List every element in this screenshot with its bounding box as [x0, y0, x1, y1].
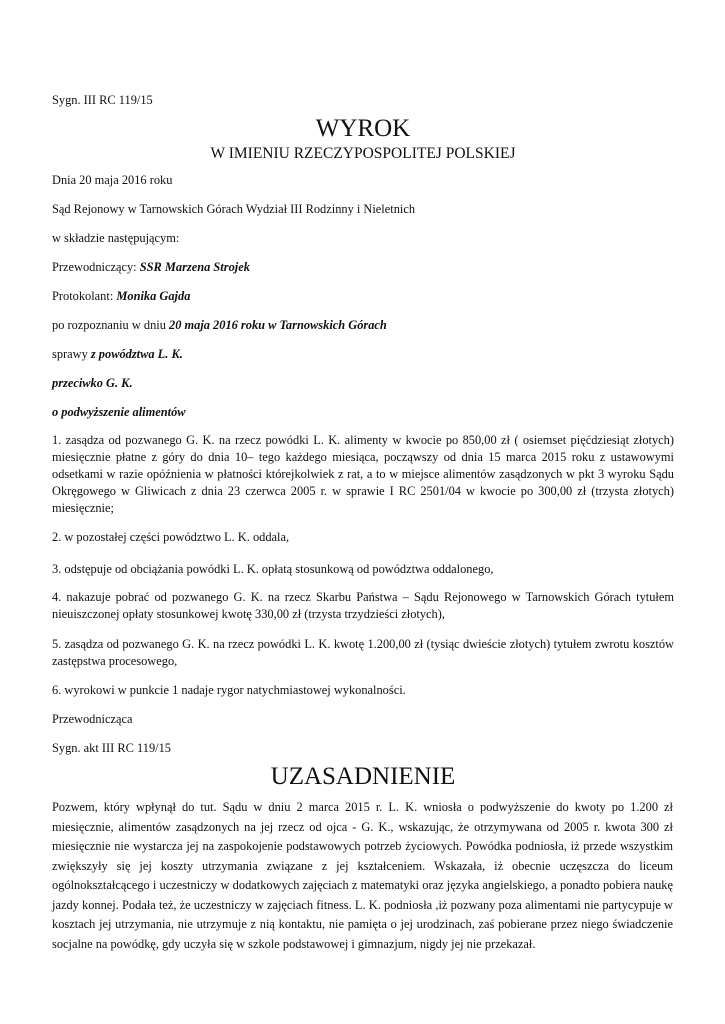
case-line [52, 346, 183, 362]
ruling-item-6: 6. wyrokowi w punkcie 1 nadaje rygor natychmiastowej wykonalności. [52, 683, 406, 697]
justification-title: UZASADNIENIE [270, 763, 456, 790]
hearing-label: po rozpoznaniu w dniu [52, 318, 169, 332]
case-value: z powództwa L. K. [90, 347, 183, 361]
ruling-item-2: 2. w pozostałej części powództwo L. K. oddala, [52, 530, 290, 544]
hearing-line [52, 317, 387, 333]
ruling-item-5: 5. zasądza od pozwanego G. K. na rzecz powódki L. K. kwotę 1.200,00 zł (tysiąc dwieście złotych) tytułem zwrotu kosztów zastępstwa procesowego, [52, 637, 674, 668]
judgment-subtitle: W IMIENIU RZECZYPOSPOLITEJ POLSKIEJ [210, 145, 516, 162]
case-signature: Sygn. III RC 119/15 [52, 93, 153, 107]
ruling-item-4: 4. nakazuje pobrać od pozwanego G. K. na rzecz Skarbu Państwa – Sądu Rejonowego w Tarnowskich Górach tytułem nieuiszczonej opłaty stosunkowej kwotę 330,00 zł (trzysta trzydzieści złotych), [52, 590, 674, 621]
judgment-date: Dnia 20 maja 2016 roku [52, 173, 173, 187]
ruling-item-1: 1. zasądza od pozwanego G. K. na rzecz powódki L. K. alimenty w kwocie po 850,00 zł ( osiemset pięćdziesiąt złotych) miesięcznie płatne z góry do dnia 10– tego każdego miesiąca, począwszy od dnia 15 marca 2015 roku z ustawowymi odsetkami w razie opóźnienia w płatności którejkolwiek z rat, a to w miejsce alimentów zasądzonych w pkt 3 wyroku Sądu Okręgowego w Gliwicach z dnia 23 czerwca 2005 r. w sprawie I RC 2501/04 w kwocie po 300,00 zł (trzysta złotych) miesięcznie; [52, 433, 674, 515]
judgment-title: WYROK [315, 115, 411, 142]
chair-line [52, 259, 250, 275]
justification-text: Pozwem, który wpłynął do tut. Sądu w dniu 2 marca 2015 r. L. K. wniosła o podwyższenie do kwoty po 1.200 zł miesięcznie, alimentów zasądzonych na jej rzecz od ojca - G. K., wskazując, że otrzymywana od 2005 r. kwota 300 zł miesięcznie nie wystarcza jej na zaspokojenie podstawowych potrzeb życiowych. Powódka podniosła, iż przede wszystkim zwiększyły się jej koszty utrzymania związane z jej kształceniem. Wskazała, iż obecnie uczęszcza do liceum ogólnokształcącego i uczestniczy w dodatkowych zajęciach z matematyki oraz języka angielskiego, a ponadto pobiera naukę jazdy konnej. Podała też, że uczestniczy w zajęciach fitness. L. K. podniosła ,iż pozwany poza alimentami nie partycypuje w kosztach jej utrzymania, nie utrzymuje z nią kontaktu, nie pamięta o jej urodzinach, zaś pobierane przez niego świadczenie socjalne na powódkę, gdy uczyła się w szkole podstawowej i gimnazjum, nigdy jej nie przekazał. [52, 800, 673, 951]
clerk-label: Protokolant: [52, 289, 117, 303]
chair-name: SSR Marzena Strojek [139, 260, 250, 274]
clerk-name: Monika Gajda [116, 289, 191, 303]
hearing-value: 20 maja 2016 roku w Tarnowskich Górach [169, 318, 387, 332]
case-label: sprawy [52, 347, 91, 361]
signature-label: Przewodnicząca [52, 712, 133, 726]
subject-line: o podwyższenie alimentów [52, 405, 186, 419]
chair-label: Przewodniczący: [52, 260, 140, 274]
against-line: przeciwko G. K. [52, 376, 133, 390]
ruling-item-3: 3. odstępuje od obciążania powódki L. K. opłatą stosunkową od powództwa oddalonego, [52, 562, 494, 576]
composition-label: w składzie następującym: [52, 231, 180, 245]
justification-signature: Sygn. akt III RC 119/15 [52, 741, 171, 755]
clerk-line [52, 288, 190, 304]
court-name: Sąd Rejonowy w Tarnowskich Górach Wydział III Rodzinny i Nieletnich [52, 202, 416, 216]
